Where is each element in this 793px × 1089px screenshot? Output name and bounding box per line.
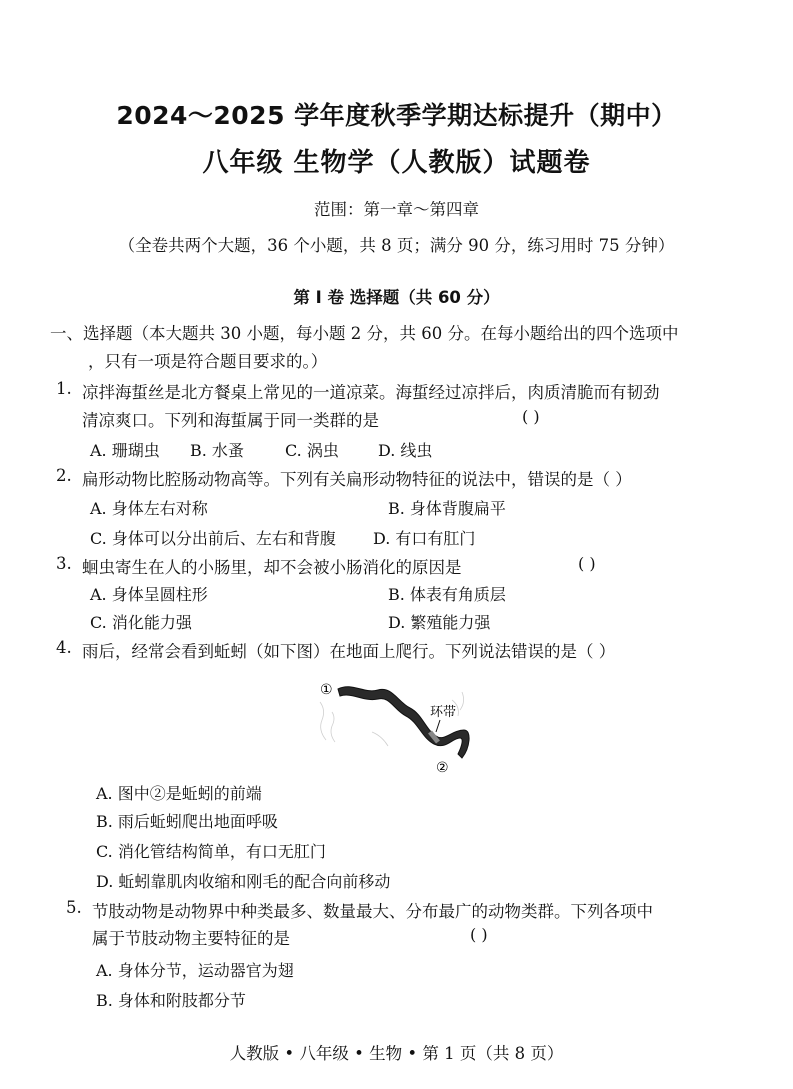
question-text-line1: 蛔虫寄生在人的小肠里，却不会被小肠消化的原因是 (82, 558, 462, 577)
option-b: B. 身体和附肢都分节 (96, 991, 246, 1010)
earthworm-body (338, 687, 469, 758)
section-title: 第 I 卷 选择题（共 60 分） (293, 288, 500, 307)
question-number: 5. (66, 898, 82, 917)
question-text-line1: 扁形动物比腔肠动物高等。下列有关扁形动物特征的说法中，错误的是（ ） (82, 470, 632, 489)
question-text-line1: 凉拌海蜇丝是北方餐桌上常见的一道凉菜。海蜇经过凉拌后，肉质清脆而有韧劲 (82, 383, 660, 402)
band-label: 环带 (430, 705, 457, 720)
question-number: 3. (56, 554, 72, 573)
option-c: C. 身体可以分出前后、左右和背腹 (90, 529, 336, 548)
exam-scope: 范围：第一章～第四章 (314, 200, 479, 219)
option-a: A. 身体呈圆柱形 (90, 585, 208, 604)
question-number: 4. (56, 638, 72, 657)
exam-title-line1: 2024～2025 学年度秋季学期达标提升（期中） (116, 101, 677, 130)
label-1: ① (320, 682, 333, 698)
option-a: A. 珊瑚虫 (90, 441, 160, 460)
option-c: C. 消化能力强 (90, 613, 192, 632)
option-d: D. 线虫 (378, 441, 433, 460)
option-b: B. 身体背腹扁平 (388, 499, 506, 518)
option-a: A. 身体左右对称 (90, 499, 208, 518)
answer-bracket: ( ) (578, 554, 596, 573)
section-instruction-line1: 一、选择题（本大题共 30 小题，每小题 2 分，共 60 分。在每小题给出的四个选项中 (50, 324, 679, 343)
option-b: B. 雨后蚯蚓爬出地面呼吸 (96, 812, 278, 831)
option-c: C. 涡虫 (285, 441, 339, 460)
option-b: B. 水蚤 (190, 441, 244, 460)
option-d: D. 繁殖能力强 (388, 613, 491, 632)
label-2: ② (436, 760, 449, 776)
answer-bracket: ( ) (522, 407, 540, 426)
question-number: 1. (56, 379, 72, 398)
question-text-line2: 清凉爽口。下列和海蜇属于同一类群的是 (82, 411, 379, 430)
exam-info: （全卷共两个大题，36 个小题，共 8 页；满分 90 分，练习用时 75 分钟） (118, 236, 675, 255)
page-footer: 人教版 • 八年级 • 生物 • 第 1 页（共 8 页） (229, 1044, 564, 1063)
option-b: B. 体表有角质层 (388, 585, 506, 604)
option-d: D. 有口有肛门 (373, 529, 476, 548)
section-instruction-line2: ，只有一项是符合题目要求的。） (88, 352, 328, 371)
option-a: A. 图中②是蚯蚓的前端 (96, 784, 262, 803)
exam-title-line2: 八年级 生物学（人教版）试题卷 (202, 148, 591, 178)
question-text-line1: 雨后，经常会看到蚯蚓（如下图）在地面上爬行。下列说法错误的是（ ） (82, 642, 616, 661)
option-a: A. 身体分节，运动器官为翅 (96, 961, 294, 980)
earthworm-figure (312, 672, 482, 780)
question-number: 2. (56, 466, 72, 485)
option-c: C. 消化管结构简单，有口无肛门 (96, 842, 326, 861)
question-text-line1: 节肢动物是动物界中种类最多、数量最大、分布最广的动物类群。下列各项中 (92, 902, 653, 921)
option-d: D. 蚯蚓靠肌肉收缩和刚毛的配合向前移动 (96, 872, 391, 891)
earthworm-illustration (312, 672, 482, 780)
band-pointer-line (436, 720, 440, 732)
answer-bracket: ( ) (470, 925, 488, 944)
question-text-line2: 属于节肢动物主要特征的是 (92, 929, 290, 948)
